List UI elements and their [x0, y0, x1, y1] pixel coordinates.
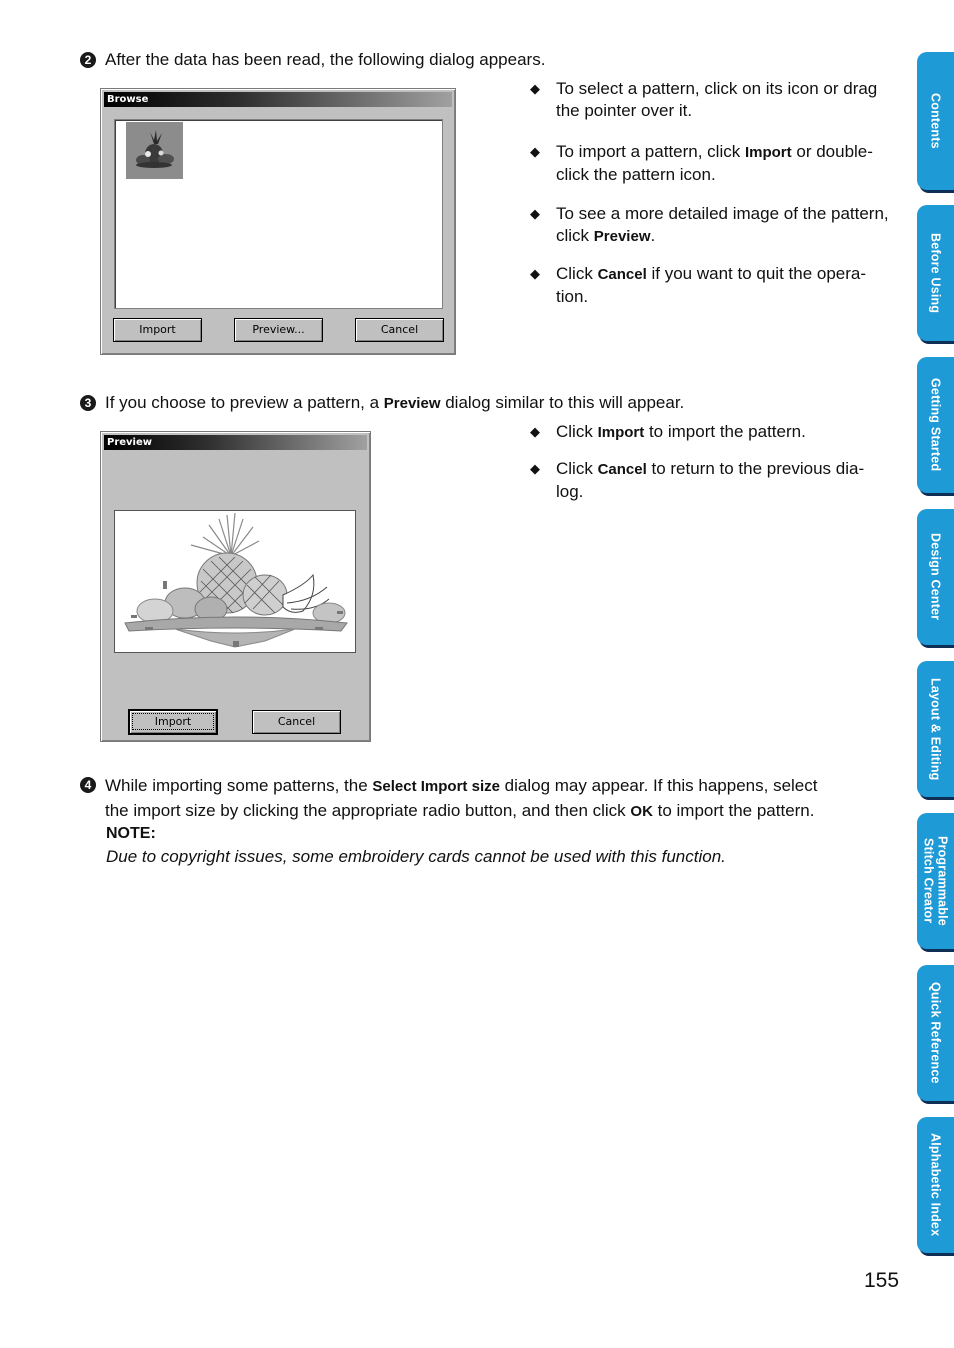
- side-tab-design-center[interactable]: Design Center: [917, 509, 954, 645]
- side-tab-layout-editing[interactable]: Layout & Editing: [917, 661, 954, 797]
- browse-bullet-3: To see a more detailed image of the pattern, click Preview.: [556, 204, 889, 245]
- preview-cancel-button[interactable]: Cancel: [252, 710, 341, 734]
- step-number-4: 4: [80, 777, 96, 793]
- note-label: NOTE:: [106, 825, 156, 842]
- side-tab-contents[interactable]: Contents: [917, 52, 954, 190]
- step-number-2: 2: [80, 52, 96, 68]
- browse-dialog-title: Browse: [104, 92, 452, 107]
- browse-dialog: [100, 88, 456, 355]
- pattern-list[interactable]: [114, 119, 443, 309]
- page-number: 155: [864, 1269, 900, 1292]
- preview-image-area: [114, 510, 356, 653]
- preview-bullet-2: Click Cancel to return to the previous dia- log.: [556, 459, 865, 501]
- preview-dialog: [100, 431, 371, 742]
- bullet-icon: ◆: [530, 266, 540, 281]
- preview-import-button[interactable]: Import: [129, 710, 217, 734]
- note-text: Due to copyright issues, some embroidery cards cannot be used with this function.: [106, 847, 726, 866]
- step-4-text: While importing some patterns, the Select Import size dialog may appear. If this happens, select the import size by clicking the appropriate radio button, and then click OK to import the pattern.: [105, 776, 818, 820]
- bullet-icon: ◆: [530, 206, 540, 221]
- side-tab-before-using[interactable]: Before Using: [917, 205, 954, 341]
- side-tab-alphabetic-index[interactable]: Alphabetic Index: [917, 1117, 954, 1253]
- fruit-basket-image: [115, 511, 355, 652]
- side-tab-programmable-stitch-creator[interactable]: Programmable Stitch Creator: [917, 813, 954, 949]
- bullet-icon: ◆: [530, 144, 540, 159]
- bullet-icon: ◆: [530, 461, 540, 476]
- browse-import-button[interactable]: Import: [113, 318, 202, 342]
- browse-preview-button[interactable]: Preview...: [234, 318, 323, 342]
- side-tab-getting-started[interactable]: Getting Started: [917, 357, 954, 493]
- preview-bullet-1: Click Import to import the pattern.: [556, 422, 806, 441]
- bullet-icon: ◆: [530, 424, 540, 439]
- browse-bullet-1: To select a pattern, click on its icon or drag the pointer over it.: [556, 79, 878, 120]
- side-tab-quick-reference[interactable]: Quick Reference: [917, 965, 954, 1101]
- step-3-text: If you choose to preview a pattern, a Preview dialog similar to this will appear.: [105, 393, 685, 412]
- step-number-3: 3: [80, 395, 96, 411]
- browse-cancel-button[interactable]: Cancel: [355, 318, 444, 342]
- bullet-icon: ◆: [530, 81, 540, 96]
- step-2-text: After the data has been read, the following dialog appears.: [105, 50, 546, 69]
- browse-bullet-2: To import a pattern, click Import or double- click the pattern icon.: [556, 142, 873, 184]
- fruit-thumbnail-icon: [126, 122, 183, 179]
- preview-dialog-title: Preview: [104, 435, 367, 450]
- pattern-thumbnail[interactable]: [126, 122, 183, 179]
- browse-bullet-4: Click Cancel if you want to quit the opera- tion.: [556, 264, 867, 306]
